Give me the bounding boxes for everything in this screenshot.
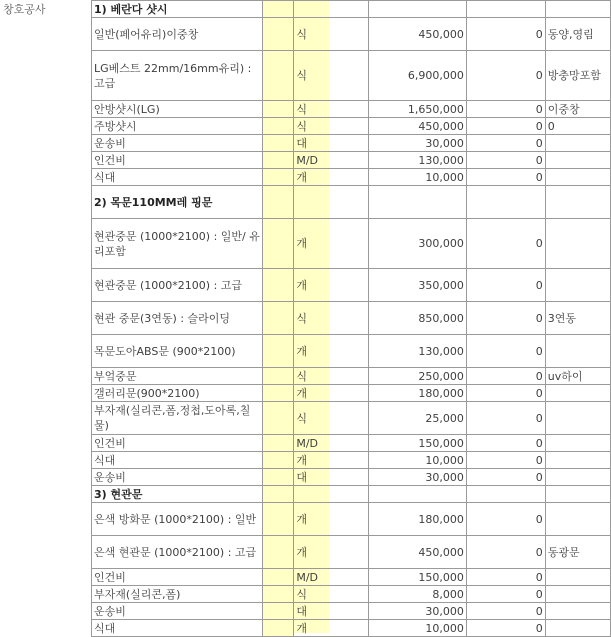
amount-cell[interactable]: 0 [466, 402, 545, 435]
note-cell[interactable] [545, 335, 610, 368]
item-name-cell[interactable]: 3) 현관문 [92, 486, 263, 503]
table-row [92, 368, 611, 385]
note-cell[interactable] [545, 1, 610, 18]
amount-cell[interactable]: 0 [466, 569, 545, 586]
item-name-cell[interactable]: 갤러리문(900*2100) [92, 385, 263, 402]
item-name-cell[interactable]: 일반(페어유리)이중창 [92, 18, 263, 51]
category-label: 창호공사 [3, 3, 46, 16]
table-row [92, 536, 611, 569]
note-cell[interactable]: uv하이 [545, 368, 610, 385]
unit-price-cell[interactable] [369, 186, 467, 219]
amount-cell[interactable]: 0 [466, 452, 545, 469]
highlight-cell[interactable] [262, 135, 293, 152]
highlight-cell[interactable] [262, 569, 293, 586]
note-cell[interactable] [545, 169, 610, 186]
section-header-row [92, 486, 611, 503]
table-row [92, 335, 611, 368]
note-cell[interactable] [545, 402, 610, 435]
item-name-cell[interactable]: 인건비 [92, 569, 263, 586]
amount-cell[interactable]: 0 [466, 335, 545, 368]
unit-price-cell[interactable]: 150,000 [369, 435, 467, 452]
amount-cell[interactable]: 0 [466, 118, 545, 135]
unit-cell[interactable] [294, 1, 369, 18]
item-name-cell[interactable]: 부자재(실리콘,폼,정첩,도아록,칠물) [92, 402, 263, 435]
highlight-cell[interactable] [262, 1, 293, 18]
note-cell[interactable] [545, 603, 610, 620]
highlight-cell[interactable] [262, 335, 293, 368]
note-cell[interactable] [545, 620, 610, 637]
unit-cell[interactable]: 개 [294, 385, 369, 402]
note-cell[interactable]: 동광문 [545, 536, 610, 569]
table-row [92, 51, 611, 101]
unit-cell[interactable]: 개 [294, 536, 369, 569]
item-name-cell[interactable]: 운송비 [92, 469, 263, 486]
highlight-cell[interactable] [262, 152, 293, 169]
note-cell[interactable] [545, 503, 610, 536]
note-cell[interactable] [545, 385, 610, 402]
table-row [92, 219, 611, 269]
highlight-cell[interactable] [262, 368, 293, 385]
unit-price-cell[interactable]: 10,000 [369, 169, 467, 186]
amount-cell[interactable]: 0 [466, 586, 545, 603]
table-row [92, 135, 611, 152]
unit-cell[interactable]: M/D [294, 152, 369, 169]
highlight-cell[interactable] [262, 586, 293, 603]
unit-cell[interactable]: M/D [294, 569, 369, 586]
table-row [92, 302, 611, 335]
amount-cell[interactable]: 0 [466, 503, 545, 536]
unit-price-cell[interactable]: 250,000 [369, 368, 467, 385]
unit-price-cell[interactable]: 130,000 [369, 152, 467, 169]
note-cell[interactable] [545, 435, 610, 452]
unit-cell[interactable]: 식 [294, 402, 369, 435]
item-name-cell[interactable]: 은색 방화문 (1000*2100) : 일반 [92, 503, 263, 536]
highlight-cell[interactable] [262, 101, 293, 118]
amount-cell[interactable]: 0 [466, 368, 545, 385]
highlight-cell[interactable] [262, 18, 293, 51]
amount-cell[interactable] [466, 1, 545, 18]
item-name-cell[interactable]: 주방샷시 [92, 118, 263, 135]
table-row [92, 402, 611, 435]
item-name-cell[interactable]: 현관중문 (1000*2100) : 일반/ 유리포함 [92, 219, 263, 269]
table-row [92, 586, 611, 603]
note-cell[interactable]: 방충망포함 [545, 51, 610, 101]
unit-cell[interactable]: 대 [294, 135, 369, 152]
unit-cell[interactable]: 개 [294, 219, 369, 269]
note-cell[interactable] [545, 219, 610, 269]
highlight-cell[interactable] [262, 603, 293, 620]
highlight-cell[interactable] [262, 503, 293, 536]
unit-price-cell[interactable]: 8,000 [369, 586, 467, 603]
unit-price-cell[interactable]: 450,000 [369, 118, 467, 135]
unit-cell[interactable]: 식 [294, 101, 369, 118]
note-cell[interactable] [545, 569, 610, 586]
unit-price-cell[interactable]: 30,000 [369, 469, 467, 486]
unit-price-cell[interactable]: 450,000 [369, 18, 467, 51]
note-cell[interactable]: 동양,영림 [545, 18, 610, 51]
amount-cell[interactable]: 0 [466, 101, 545, 118]
amount-cell[interactable]: 0 [466, 51, 545, 101]
unit-cell[interactable]: 개 [294, 503, 369, 536]
table-row [92, 269, 611, 302]
item-name-cell[interactable]: 식대 [92, 452, 263, 469]
unit-cell[interactable]: 개 [294, 335, 369, 368]
section-header-row [92, 1, 611, 18]
table-row [92, 101, 611, 118]
item-name-cell[interactable]: 인건비 [92, 435, 263, 452]
amount-cell[interactable]: 0 [466, 603, 545, 620]
unit-cell[interactable]: 식 [294, 302, 369, 335]
unit-price-cell[interactable] [369, 1, 467, 18]
amount-cell[interactable]: 0 [466, 219, 545, 269]
item-name-cell[interactable]: 2) 목문110MM레 핑문 [92, 186, 263, 219]
item-name-cell[interactable]: 목문도아ABS문 (900*2100) [92, 335, 263, 368]
unit-cell[interactable]: 식 [294, 586, 369, 603]
amount-cell[interactable]: 0 [466, 18, 545, 51]
highlight-cell[interactable] [262, 186, 293, 219]
amount-cell[interactable]: 0 [466, 302, 545, 335]
highlight-cell[interactable] [262, 452, 293, 469]
section-header-row [92, 186, 611, 219]
table-row [92, 435, 611, 452]
unit-price-cell[interactable]: 25,000 [369, 402, 467, 435]
item-name-cell[interactable]: 운송비 [92, 135, 263, 152]
highlight-cell[interactable] [262, 51, 293, 101]
unit-cell[interactable]: 대 [294, 603, 369, 620]
unit-price-cell[interactable] [369, 486, 467, 503]
note-cell[interactable] [545, 486, 610, 503]
unit-price-cell[interactable]: 350,000 [369, 269, 467, 302]
unit-cell[interactable]: 식 [294, 368, 369, 385]
item-name-cell[interactable]: 1) 베란다 샷시 [92, 1, 263, 18]
item-name-cell[interactable]: 부엌중문 [92, 368, 263, 385]
unit-price-cell[interactable]: 150,000 [369, 569, 467, 586]
table-row [92, 152, 611, 169]
amount-cell[interactable]: 0 [466, 435, 545, 452]
highlight-cell[interactable] [262, 269, 293, 302]
table-row [92, 569, 611, 586]
table-row [92, 503, 611, 536]
item-name-cell[interactable]: LG베스트 22mm/16mm유리) : 고급 [92, 51, 263, 101]
unit-price-cell[interactable]: 6,900,000 [369, 51, 467, 101]
table-row [92, 385, 611, 402]
amount-cell[interactable] [466, 486, 545, 503]
highlight-cell[interactable] [262, 486, 293, 503]
note-cell[interactable] [545, 152, 610, 169]
note-cell[interactable]: 0 [545, 118, 610, 135]
item-name-cell[interactable]: 식대 [92, 169, 263, 186]
unit-price-cell[interactable]: 10,000 [369, 452, 467, 469]
unit-price-cell[interactable]: 1,650,000 [369, 101, 467, 118]
highlight-cell[interactable] [262, 536, 293, 569]
unit-cell[interactable]: 식 [294, 118, 369, 135]
table-row [92, 118, 611, 135]
unit-price-cell[interactable]: 30,000 [369, 603, 467, 620]
unit-price-cell[interactable]: 450,000 [369, 536, 467, 569]
note-cell[interactable]: 3연동 [545, 302, 610, 335]
unit-cell[interactable]: 개 [294, 620, 369, 637]
item-name-cell[interactable]: 부자재(실리콘,폼) [92, 586, 263, 603]
note-cell[interactable] [545, 452, 610, 469]
table-row [92, 469, 611, 486]
note-cell[interactable] [545, 186, 610, 219]
amount-cell[interactable]: 0 [466, 169, 545, 186]
unit-price-cell[interactable]: 300,000 [369, 219, 467, 269]
highlight-cell[interactable] [262, 620, 293, 637]
amount-cell[interactable] [466, 186, 545, 219]
table-row [92, 169, 611, 186]
unit-price-cell[interactable]: 30,000 [369, 135, 467, 152]
amount-cell[interactable]: 0 [466, 385, 545, 402]
highlight-cell[interactable] [262, 118, 293, 135]
highlight-cell[interactable] [262, 469, 293, 486]
highlight-cell[interactable] [262, 385, 293, 402]
amount-cell[interactable]: 0 [466, 135, 545, 152]
table-row [92, 603, 611, 620]
item-name-cell[interactable]: 안방샷시(LG) [92, 101, 263, 118]
unit-cell[interactable]: 개 [294, 169, 369, 186]
note-cell[interactable] [545, 135, 610, 152]
unit-cell[interactable]: 식 [294, 51, 369, 101]
note-cell[interactable] [545, 469, 610, 486]
amount-cell[interactable]: 0 [466, 269, 545, 302]
highlight-cell[interactable] [262, 169, 293, 186]
item-name-cell[interactable]: 인건비 [92, 152, 263, 169]
table-row [92, 620, 611, 637]
highlight-cell[interactable] [262, 435, 293, 452]
highlight-cell[interactable] [262, 402, 293, 435]
item-name-cell[interactable]: 식대 [92, 620, 263, 637]
item-name-cell[interactable]: 현관 중문(3연동) : 슬라이딩 [92, 302, 263, 335]
estimate-table [91, 0, 611, 637]
unit-price-cell[interactable]: 850,000 [369, 302, 467, 335]
table-row [92, 18, 611, 51]
item-name-cell[interactable]: 은색 현관문 (1000*2100) : 고급 [92, 536, 263, 569]
unit-cell[interactable]: 식 [294, 18, 369, 51]
unit-cell[interactable]: 대 [294, 469, 369, 486]
unit-cell[interactable] [294, 186, 369, 219]
amount-cell[interactable]: 0 [466, 536, 545, 569]
unit-price-cell[interactable]: 180,000 [369, 385, 467, 402]
unit-price-cell[interactable]: 10,000 [369, 620, 467, 637]
amount-cell[interactable]: 0 [466, 469, 545, 486]
amount-cell[interactable]: 0 [466, 152, 545, 169]
amount-cell[interactable]: 0 [466, 620, 545, 637]
item-name-cell[interactable]: 현관중문 (1000*2100) : 고급 [92, 269, 263, 302]
note-cell[interactable] [545, 586, 610, 603]
highlight-cell[interactable] [262, 219, 293, 269]
note-cell[interactable]: 이중창 [545, 101, 610, 118]
unit-cell[interactable]: 개 [294, 269, 369, 302]
item-name-cell[interactable]: 운송비 [92, 603, 263, 620]
unit-cell[interactable] [294, 486, 369, 503]
unit-cell[interactable]: 개 [294, 452, 369, 469]
unit-price-cell[interactable]: 130,000 [369, 335, 467, 368]
unit-cell[interactable]: M/D [294, 435, 369, 452]
note-cell[interactable] [545, 269, 610, 302]
highlight-cell[interactable] [262, 302, 293, 335]
unit-price-cell[interactable]: 180,000 [369, 503, 467, 536]
table-row [92, 452, 611, 469]
